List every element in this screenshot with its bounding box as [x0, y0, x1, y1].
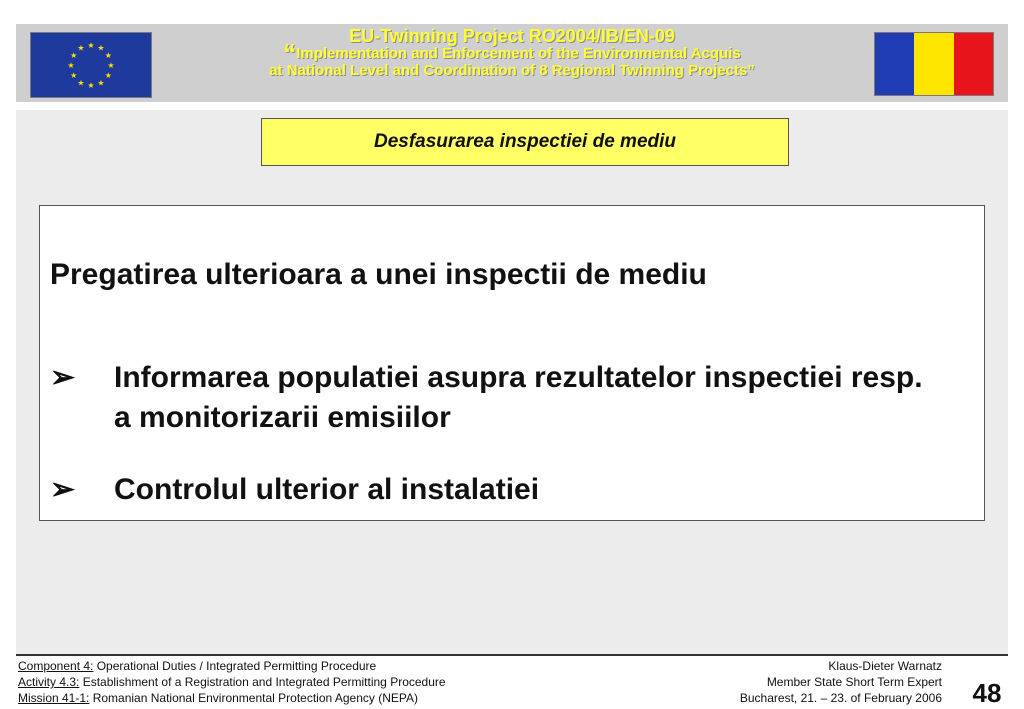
content-box [39, 205, 985, 521]
footer-mission [18, 690, 578, 706]
eu-star-icon: ★ [77, 78, 85, 88]
header-line-2 [156, 38, 868, 68]
header-line-1: EU-Twinning Project RO2004/IB/EN-09 [349, 26, 675, 46]
footer-right [640, 658, 942, 706]
header-band [16, 24, 1008, 102]
slide-title: Desfasurarea inspectiei de mediu [261, 118, 789, 166]
content-heading: Pregatirea ulterioara a unei inspectii de mediu [50, 258, 707, 291]
footer-author: Klaus-Dieter Warnatz [828, 659, 942, 673]
eu-star-icon: ★ [67, 61, 75, 70]
footer-label: Mission 41-1: [18, 691, 90, 705]
page-number: 48 [972, 678, 1002, 708]
eu-star-icon: ★ [87, 81, 95, 90]
footer-label: Component 4: [18, 659, 94, 673]
bullet-text: Informarea populatiei asupra rezultatelor inspectiei resp. a monitorizarii emisiilor [114, 361, 923, 434]
footer-left [18, 658, 578, 706]
eu-star-icon: ★ [97, 43, 105, 53]
eu-stars-icon [31, 33, 151, 97]
eu-star-icon: ★ [107, 61, 115, 70]
romania-flag-yellow-stripe [914, 33, 953, 95]
footer-text: Operational Duties / Integrated Permitting Procedure [93, 659, 377, 673]
eu-flag-icon [30, 32, 152, 98]
eu-star-icon: ★ [70, 71, 78, 80]
eu-star-icon: ★ [87, 41, 95, 50]
arrow-bullet-icon: ➢ [50, 473, 76, 506]
eu-star-icon: ★ [97, 78, 105, 88]
eu-star-icon: ★ [104, 71, 112, 80]
header-open-quote: “ [283, 38, 297, 68]
footer-text: Establishment of a Registration and Integrated Permitting Procedure [79, 675, 446, 689]
bullet-text: Controlul ulterior al instalatiei [114, 473, 540, 506]
romania-flag-icon [874, 32, 994, 96]
eu-star-icon: ★ [77, 43, 85, 53]
header-title [156, 28, 868, 79]
romania-flag-red-stripe [954, 33, 993, 95]
arrow-bullet-icon: ➢ [50, 361, 76, 394]
footer-date: Bucharest, 21. – 23. of February 2006 [739, 691, 942, 705]
header-line-2-text: Implementation and Enforcement of the Environmental Acquis [296, 45, 741, 62]
eu-star-icon: ★ [70, 51, 78, 60]
bullet-item [50, 470, 950, 510]
footer-component [18, 658, 578, 674]
footer-text: Romanian National Environmental Protection Agency (NEPA) [89, 691, 418, 705]
footer-label: Activity 4.3: [18, 675, 80, 689]
footer-activity [18, 674, 578, 690]
header-line-3: at National Level and Coordination of 8 Regional Twinning Projects” [269, 62, 755, 79]
footer-divider [16, 654, 1008, 656]
romania-flag-blue-stripe [875, 33, 914, 95]
footer-role: Member State Short Term Expert [766, 675, 942, 689]
bullet-item [50, 358, 950, 438]
eu-star-icon: ★ [104, 51, 112, 60]
